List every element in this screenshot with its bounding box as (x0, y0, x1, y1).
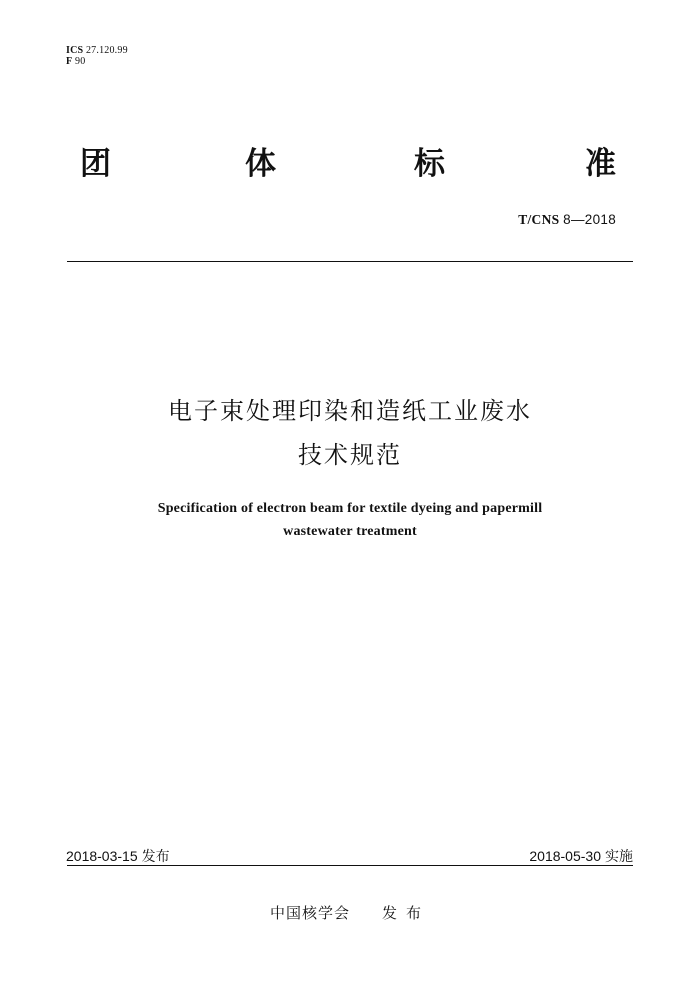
title-en-line2: wastewater treatment (283, 524, 417, 539)
ccs-label: F (66, 56, 73, 67)
publish-label: 发布 (141, 849, 170, 865)
ics-classification (66, 45, 128, 56)
standard-number (518, 212, 616, 228)
header-divider (67, 261, 633, 262)
issuer-organization: 中国核学会 (269, 904, 350, 922)
issuer (0, 902, 700, 923)
title-cn-line1: 电子束处理印染和造纸工业废水 (168, 397, 532, 425)
standard-type-char-1: 团 (80, 146, 111, 182)
implement-label: 实施 (605, 849, 633, 865)
standard-prefix: T/CNS (518, 212, 560, 227)
ics-label: ICS (66, 45, 84, 56)
publish-date (66, 846, 170, 866)
implement-date (529, 846, 633, 866)
issuer-action: 发布 (382, 904, 431, 922)
ccs-code: 90 (75, 56, 86, 67)
implement-date-value: 2018-05-30 (529, 848, 601, 864)
standard-type-char-3: 标 (414, 146, 445, 182)
ics-code: 27.120.99 (85, 45, 128, 56)
title-cn-line2: 技术规范 (298, 441, 402, 469)
standard-type-char-2: 体 (245, 146, 276, 182)
standard-code: 8—2018 (563, 212, 616, 227)
standard-type-char-4: 准 (585, 146, 616, 182)
footer-divider (67, 865, 633, 866)
title-en-line1: Specification of electron beam for textile dyeing and papermill (157, 501, 543, 516)
publish-date-value: 2018-03-15 (66, 848, 138, 864)
ccs-classification (66, 56, 85, 67)
